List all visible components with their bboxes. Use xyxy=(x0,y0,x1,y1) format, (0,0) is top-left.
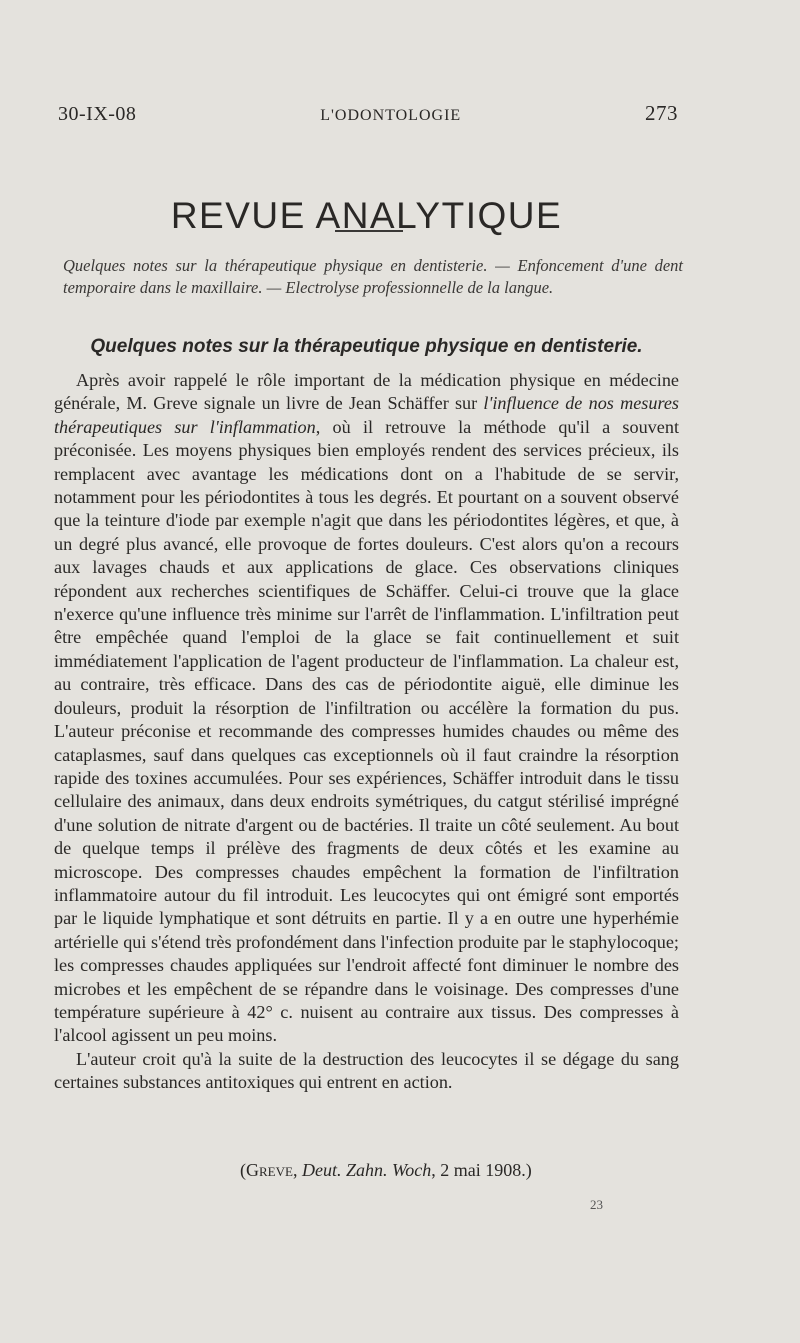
citation-journal: Deut. Zahn. Woch xyxy=(301,1160,432,1180)
book-title: l'influence de nos mesures thérapeutiques sur l'inflammation xyxy=(54,393,680,437)
article-body xyxy=(54,369,679,1095)
running-header xyxy=(58,101,678,126)
paragraph-1-part-2: , où il retrouve la méthode qu'il a souvent préconisée. Les moyens physiques bien employés rendent des services précieux, ils remplacent avec avantage les médications dont on a l'habitude de se servir, notamment pour les périodontites à tous les degrés. Et pourtant on a souvent observé que la teinture d'iode par exemple n'agit que dans les périodontites légères, et que, à un degré plus avancé, elle provoque de fortes douleurs. C'est alors qu'on a recours aux lavages chauds et aux applications de glace. Ces observations cliniques répondent aux recherches scientifiques de Schäffer. Celui-ci trouve que la glace n'exerce qu'une influence très minime sur l'arrêt de l'inflammation. L'infiltration peut être empêchée quand l'emploi de la glace se fait continuellement et suit immédiatement l'application de l'agent producteur de l'inflammation. La chaleur est, au contraire, très efficace. Dans des cas de périodontite aiguë, elle diminue les douleurs, produit la résorption de l'infiltration ou accélère la formation du pus. L'auteur préconise et recommande des compresses humides chaudes ou même des cataplasmes, sauf dans quelques cas exceptionnels où il faut craindre la résorption rapide des toxines accumulées. Pour ses expériences, Schäffer introduit dans le tissu cellulaire des animaux, dans deux endroits symétriques, du catgut stérilisé imprégné d'une solution de nitrate d'argent ou de bactéries. Il traite un côté seulement. Au bout de quelque temps il prélève des fragments de deux côtés et les examine au microscope. Des compresses chaudes empêchent la formation de l'infiltration inflammatoire autour du fil introduit. Les leucocytes qui ont émigré sont emportés par le liquide lymphatique et sont détruits en partie. Il y a en outre une hyperhémie artérielle qui s'étend très profondément dans l'infection produite par le staphylocoque; les compresses chaudes appliquées sur l'endroit affecté font diminuer le nombre des microbes et les empêchent de se répandre dans le voisinage. Des compresses d'une température supérieure à 42° c. nuisent au contraire aux tissus. Des compresses à l'alcool agissent un peu moins. xyxy=(54,416,679,1046)
citation-author: Greve xyxy=(246,1160,293,1180)
journal-name: L'ODONTOLOGIE xyxy=(320,107,462,124)
paragraph-1 xyxy=(54,369,679,1048)
citation-open: ( xyxy=(240,1160,246,1180)
citation-sep: , xyxy=(292,1160,302,1180)
section-summary: Quelques notes sur la thérapeutique physique en dentisterie. — Enfoncement d'une dent temporaire dans le maxillaire. — Electrolyse professionnelle de la langue. xyxy=(63,256,683,297)
paragraph-1-part-1: Après avoir rappelé le rôle important de la médication physique en médecine générale, M. Greve signale un livre de Jean Schäffer sur xyxy=(54,370,679,414)
signature-mark: 23 xyxy=(590,1197,603,1212)
section-heading: Quelques notes sur la thérapeutique physique en dentisterie. xyxy=(90,336,643,357)
paragraph-2: L'auteur croit qu'à la suite de la destruction des leucocytes il se dégage du sang certaines substances antitoxiques qui entrent en action. xyxy=(54,1048,679,1093)
citation-date: , 2 mai 1908.) xyxy=(431,1160,532,1180)
page-title: REVUE ANALYTIQUE xyxy=(170,194,563,236)
title-divider xyxy=(335,230,403,232)
issue-date: 30-IX-08 xyxy=(58,103,137,125)
citation xyxy=(240,1160,640,1181)
page-number: 273 xyxy=(645,101,678,125)
